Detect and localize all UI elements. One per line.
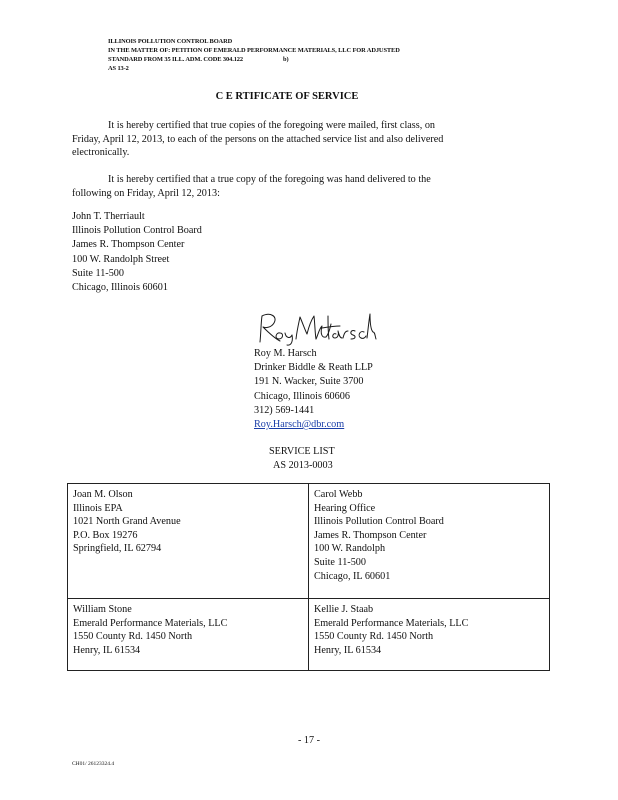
recipient-org: Illinois Pollution Control Board [72, 225, 202, 237]
header-standard [108, 55, 400, 64]
recipient-suite: Suite 11-500 [72, 267, 124, 279]
table-row [68, 484, 550, 599]
signer-street: 191 N. Wacker, Suite 3700 [254, 376, 364, 388]
service-list-title: SERVICE LIST [269, 446, 335, 457]
entry-line: 100 W. Randolph [314, 543, 386, 555]
recipient-building: James R. Thompson Center [72, 239, 185, 251]
page-number: - 17 - [297, 735, 321, 746]
entry-line: Kellie J. Staab [314, 604, 374, 615]
entry-line: Joan M. Olson [73, 489, 133, 500]
header-docket: AS 13-2 [108, 65, 129, 72]
entry-line: Carol Webb [314, 489, 363, 500]
service-list-table [67, 483, 550, 671]
service-entry-cell [309, 599, 550, 671]
recipient-city: Chicago, Illinois 60601 [72, 282, 168, 294]
entry-line: Hearing Office [314, 502, 376, 514]
header-matter: IN THE MATTER OF: PETITION OF EMERALD PERFORMANCE MATERIALS, LLC FOR ADJUSTED [108, 47, 400, 54]
header-board: ILLINOIS POLLUTION CONTROL BOARD [108, 38, 233, 45]
entry-line: Springfield, IL 62794 [73, 543, 162, 555]
footer-document-code: CH01/ 26123324.4 [72, 761, 115, 767]
entry-line: Illinois EPA [73, 502, 123, 514]
entry-line: Henry, IL 61534 [314, 644, 382, 656]
signer-name: Roy M. Harsch [254, 348, 317, 359]
entry-line: Henry, IL 61534 [73, 644, 141, 656]
recipient-street: 100 W. Randolph Street [72, 253, 170, 265]
signer-firm: Drinker Biddle & Reath LLP [254, 362, 373, 374]
signer-city: Chicago, Illinois 60606 [254, 390, 350, 402]
entry-line: Emerald Performance Materials, LLC [314, 617, 469, 629]
header-standard-code: STANDARD FROM 35 ILL. ADM. CODE 304.122 [108, 56, 243, 63]
entry-line: P.O. Box 19276 [73, 529, 138, 541]
entry-line: Suite 11-500 [314, 556, 366, 568]
signer-email-link[interactable]: Roy.Harsch@dbr.com [254, 419, 345, 431]
signer-phone: 312) 569-1441 [254, 404, 315, 416]
signature-image [252, 308, 380, 351]
entry-line: 1021 North Grand Avenue [73, 516, 181, 528]
entry-line: William Stone [73, 604, 132, 615]
table-row [68, 599, 550, 671]
entry-line: Illinois Pollution Control Board [314, 516, 444, 528]
service-entry-cell [68, 599, 309, 671]
entry-line: James R. Thompson Center [314, 529, 427, 541]
mailing-certification [72, 119, 462, 160]
service-entry-cell [309, 484, 550, 599]
entry-line: 1550 County Rd. 1450 North [73, 631, 193, 643]
mailing-certification-text: It is hereby certified that true copies of the foregoing were mailed, first class, on Friday, April 12, 2013, to each of the persons on the attached service list and also delivered electronically. [72, 120, 444, 159]
entry-line: Emerald Performance Materials, LLC [73, 617, 228, 629]
signer-block [254, 347, 373, 432]
hand-delivery-certification [72, 173, 462, 200]
recipient-name: John T. Therriault [72, 211, 145, 222]
document-title: C E RTIFICATE OF SERVICE [215, 91, 359, 102]
hand-delivery-certification-text: It is hereby certified that a true copy of the foregoing was hand delivered to the following on Friday, April 12, 2013: [72, 174, 431, 199]
service-list-case-number: AS 2013-0003 [273, 460, 333, 471]
recipient-address [72, 210, 202, 295]
entry-line: 1550 County Rd. 1450 North [314, 631, 434, 643]
handwritten-signature [252, 308, 380, 346]
service-entry-cell [68, 484, 309, 599]
service-list-heading [269, 445, 335, 473]
entry-line: Chicago, IL 60601 [314, 570, 391, 582]
header-standard-subsection: b) [282, 56, 289, 63]
document-header [108, 37, 400, 73]
